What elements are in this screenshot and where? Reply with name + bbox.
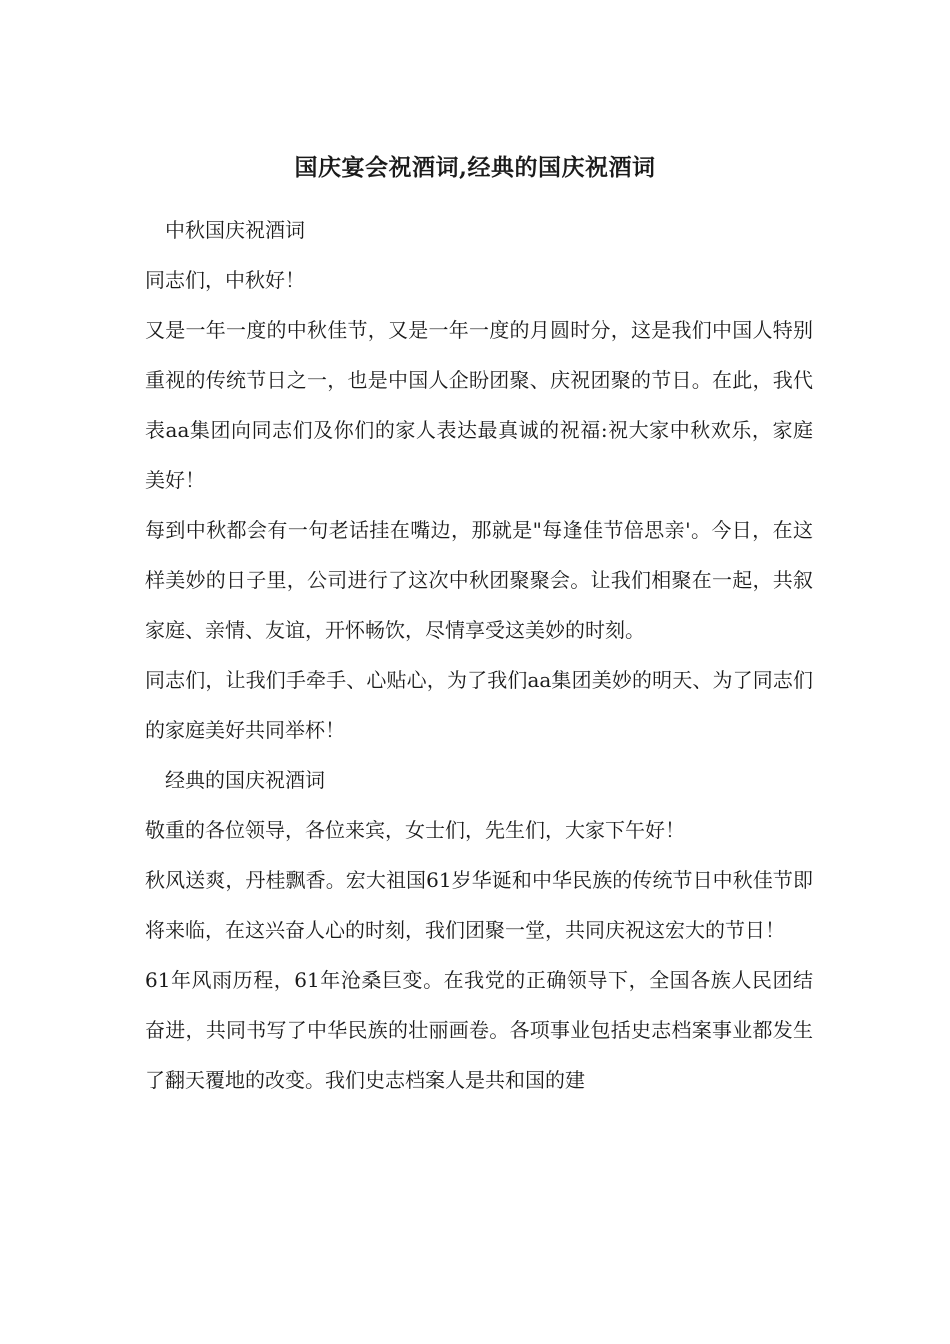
paragraph: 每到中秋都会有一句老话挂在嘴边，那就是"每逢佳节倍思亲'。今日，在这样美妙的日子里，公司进行了这次中秋团聚聚会。让我们相聚在一起，共叙家庭、亲情、友谊，开怀畅饮，尽情享受这美妙的时刻。 — [145, 518, 813, 642]
paragraph: 敬重的各位领导，各位来宾，女士们，先生们，大家下午好！ — [145, 818, 685, 842]
section-heading: 经典的国庆祝酒词 — [165, 768, 325, 792]
paragraph: 秋风送爽，丹桂飘香。宏大祖国61岁华诞和中华民族的传统节日中秋佳节即将来临，在这兴奋人心的时刻，我们团聚一堂，共同庆祝这宏大的节日！ — [145, 868, 813, 942]
document-body — [145, 205, 813, 1105]
document-title: 国庆宴会祝酒词,经典的国庆祝酒词 — [294, 154, 656, 181]
paragraph: 61年风雨历程，61年沧桑巨变。在我党的正确领导下，全国各族人民团结奋进，共同书写了中华民族的壮丽画卷。各项事业包括史志档案事业都发生了翻天覆地的改变。我们史志档案人是共和国的建 — [145, 968, 813, 1092]
paragraph: 同志们，让我们手牵手、心贴心，为了我们aa集团美妙的明天、为了同志们的家庭美好共同举杯！ — [145, 668, 813, 742]
section-heading: 中秋国庆祝酒词 — [165, 218, 305, 242]
section-classic-national-day-toast — [145, 755, 813, 1105]
paragraph: 同志们，中秋好！ — [145, 268, 305, 292]
section-mid-autumn-toast — [145, 205, 813, 755]
paragraph: 又是一年一度的中秋佳节，又是一年一度的月圆时分，这是我们中国人特别重视的传统节日之一，也是中国人企盼团聚、庆祝团聚的节日。在此，我代表aa集团向同志们及你们的家人表达最真诚的祝福:祝大家中秋欢乐，家庭美好！ — [145, 318, 813, 492]
